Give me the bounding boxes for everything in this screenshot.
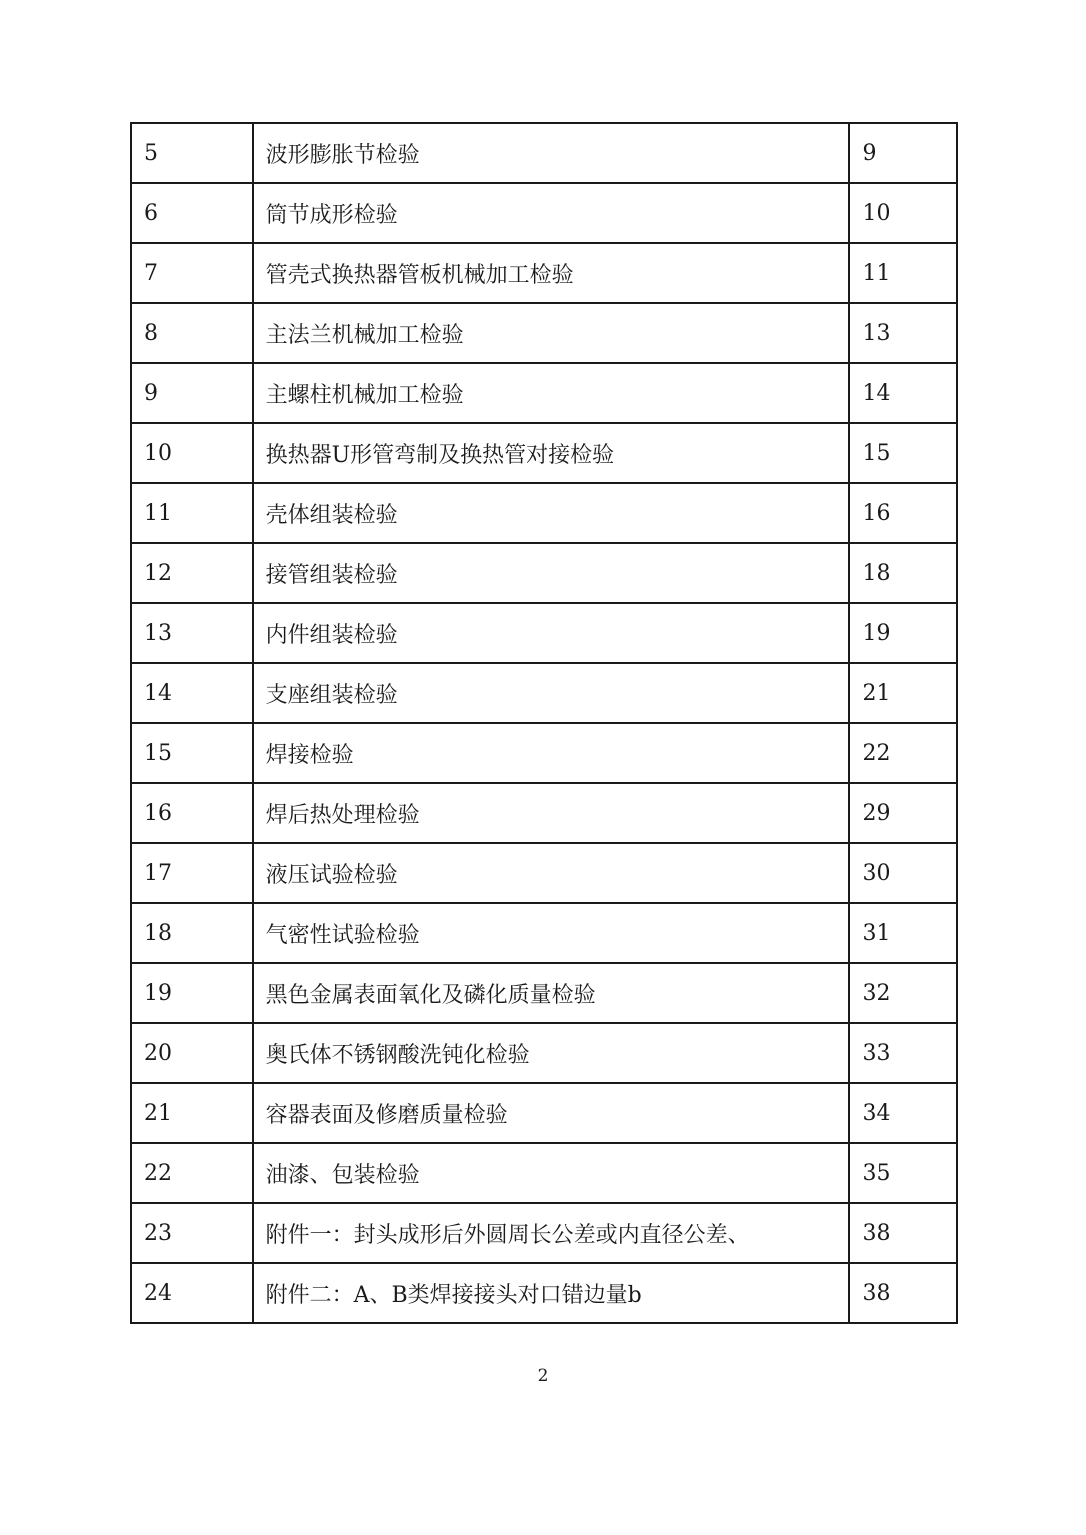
toc-row-page: 35	[849, 1143, 957, 1203]
page-number: 2	[537, 1366, 549, 1386]
toc-row	[131, 1023, 957, 1083]
toc-row-number: 13	[131, 603, 253, 663]
toc-row-title: 焊后热处理检验	[253, 783, 850, 843]
toc-row-page: 11	[849, 243, 957, 303]
toc-row-number: 16	[131, 783, 253, 843]
toc-row-number: 23	[131, 1203, 253, 1263]
toc-row	[131, 423, 957, 483]
toc-row	[131, 963, 957, 1023]
toc-row-page: 30	[849, 843, 957, 903]
toc-row	[131, 123, 957, 183]
toc-row-title: 黑色金属表面氧化及磷化质量检验	[253, 963, 850, 1023]
toc-row	[131, 1203, 957, 1263]
toc-row-number: 22	[131, 1143, 253, 1203]
toc-row-title: 主法兰机械加工检验	[253, 303, 850, 363]
toc-table	[130, 122, 958, 1324]
toc-row-title: 换热器U形管弯制及换热管对接检验	[253, 423, 850, 483]
toc-row	[131, 783, 957, 843]
toc-row-page: 34	[849, 1083, 957, 1143]
toc-row-number: 21	[131, 1083, 253, 1143]
toc-row-number: 20	[131, 1023, 253, 1083]
toc-row-title: 焊接检验	[253, 723, 850, 783]
toc-row-page: 10	[849, 183, 957, 243]
toc-row	[131, 1263, 957, 1323]
toc-row-title: 内件组装检验	[253, 603, 850, 663]
toc-row-page: 16	[849, 483, 957, 543]
toc-row-page: 18	[849, 543, 957, 603]
toc-row-number: 7	[131, 243, 253, 303]
toc-body	[131, 123, 957, 1323]
toc-row-number: 6	[131, 183, 253, 243]
toc-row	[131, 663, 957, 723]
toc-row-title: 奥氏体不锈钢酸洗钝化检验	[253, 1023, 850, 1083]
toc-row	[131, 183, 957, 243]
toc-row-page: 31	[849, 903, 957, 963]
toc-row-number: 17	[131, 843, 253, 903]
toc-row-number: 11	[131, 483, 253, 543]
toc-row-number: 9	[131, 363, 253, 423]
toc-row-title: 油漆、包装检验	[253, 1143, 850, 1203]
toc-row-page: 29	[849, 783, 957, 843]
toc-row-page: 9	[849, 123, 957, 183]
toc-row-title: 接管组装检验	[253, 543, 850, 603]
toc-row-page: 21	[849, 663, 957, 723]
toc-row	[131, 243, 957, 303]
toc-row-title: 波形膨胀节检验	[253, 123, 850, 183]
toc-row-page: 38	[849, 1263, 957, 1323]
toc-row-title: 液压试验检验	[253, 843, 850, 903]
toc-row-number: 5	[131, 123, 253, 183]
toc-row	[131, 363, 957, 423]
toc-row	[131, 723, 957, 783]
toc-row-title: 容器表面及修磨质量检验	[253, 1083, 850, 1143]
toc-row-title: 管壳式换热器管板机械加工检验	[253, 243, 850, 303]
toc-row-number: 19	[131, 963, 253, 1023]
toc-row-title: 附件一：封头成形后外圆周长公差或内直径公差、	[253, 1203, 850, 1263]
toc-row-title: 筒节成形检验	[253, 183, 850, 243]
toc-row-page: 19	[849, 603, 957, 663]
toc-row	[131, 543, 957, 603]
toc-row-page: 32	[849, 963, 957, 1023]
toc-row-title: 附件二：A、B类焊接接头对口错边量b	[253, 1263, 850, 1323]
toc-row-page: 13	[849, 303, 957, 363]
toc-row-page: 33	[849, 1023, 957, 1083]
toc-row-number: 24	[131, 1263, 253, 1323]
toc-row	[131, 483, 957, 543]
toc-row-page: 15	[849, 423, 957, 483]
toc-row	[131, 843, 957, 903]
toc-row-title: 支座组装检验	[253, 663, 850, 723]
toc-row	[131, 303, 957, 363]
toc-row-page: 38	[849, 1203, 957, 1263]
toc-row	[131, 903, 957, 963]
toc-row	[131, 1143, 957, 1203]
toc-row-number: 18	[131, 903, 253, 963]
toc-row-title: 壳体组装检验	[253, 483, 850, 543]
toc-row-number: 8	[131, 303, 253, 363]
toc-row	[131, 1083, 957, 1143]
toc-row-number: 14	[131, 663, 253, 723]
toc-row-page: 14	[849, 363, 957, 423]
toc-row-number: 15	[131, 723, 253, 783]
toc-row-number: 12	[131, 543, 253, 603]
toc-row-title: 主螺柱机械加工检验	[253, 363, 850, 423]
toc-row-page: 22	[849, 723, 957, 783]
toc-row-number: 10	[131, 423, 253, 483]
toc-row-title: 气密性试验检验	[253, 903, 850, 963]
toc-row	[131, 603, 957, 663]
